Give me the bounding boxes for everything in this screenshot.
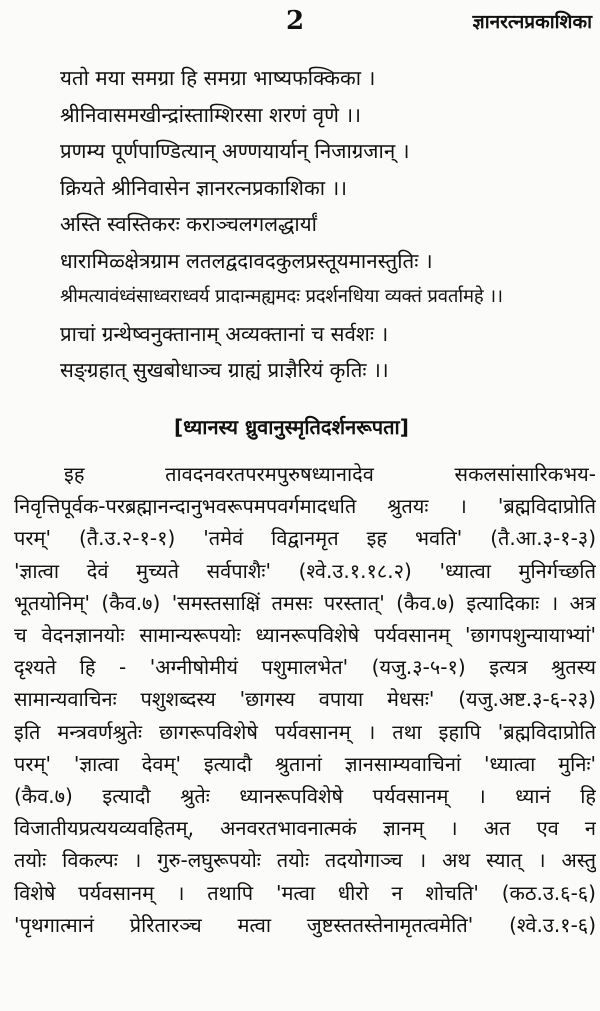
prose-line: सामान्यवाचिनः पशुशब्दस्य 'छागस्य वपाया मेधसः' (यजु.अष्ट.३-६-२३) — [14, 687, 596, 712]
verse-line: क्रियते श्रीनिवासेन ज्ञानरत्नप्रकाशिका ।। — [60, 175, 348, 200]
verse-line: श्रीनिवासमखीन्द्रांस्ताम्शिरसा शरणं वृणे ।। — [60, 102, 361, 127]
verse-line: यतो मया समग्रा हि समग्रा भाष्यफक्किका । — [60, 66, 376, 90]
verse-line: अस्ति स्वस्तिकरः कराञ्चलगलद्धार्यां — [60, 212, 317, 236]
page-header — [0, 2, 600, 42]
verse-line: प्रणम्य पूर्णपाण्डित्यान् अण्णयार्यान् निजाग्रजान् । — [60, 139, 410, 163]
prose-line: परम्' (तै.उ.२-१-१) 'तमेवं विद्वानमृत इह भवति' (तै.आ.३-१-३) — [14, 526, 596, 551]
opening-verses — [60, 60, 592, 389]
prose-line: 'ज्ञात्वा देवं मुच्यते सर्वपाशैः' (श्वे.उ.१.१८.२) 'ध्यात्वा मुनिर्गच्छति — [14, 558, 596, 583]
prose-line: (कैव.७) इत्यादौ श्रुतेः ध्यानरूपविशेषे पर्यवसानम् । ध्यानं हि — [14, 784, 596, 809]
prose-body — [14, 458, 596, 941]
prose-line: निवृत्तिपूर्वक-परब्रह्मानन्दानुभवरूपमपवर्गमादधति श्रुतयः । 'ब्रह्मविदाप्रोति — [14, 494, 596, 519]
page-number: 2 — [286, 6, 305, 36]
verse-line: सङ्ग्रहात् सुखबोधाञ्च ग्राह्यं प्राज्ञैरियं कृतिः ।। — [60, 358, 389, 382]
prose-line: च वेदनज्ञानयोः सामान्यरूपयोः ध्यानरूपविशेषे पर्यवसानम् 'छागपशुन्यायाभ्यां' — [14, 623, 596, 648]
verse-line: प्राचां ग्रन्थेष्वनुक्तानाम् अव्यक्तानां च सर्वशः । — [60, 321, 389, 346]
prose-line: तयोः विकल्पः । गुरु-लघुरूपयोः तयोः तदयोगाञ्च । अथ स्यात् । अस्तु — [14, 848, 596, 873]
prose-line: इह तावदनवरतपरमपुरुषध्यानादेव सकलसांसारिकभय- — [64, 462, 596, 486]
prose-line: विशेषे पर्यवसानम् । तथापि 'मत्वा धीरो न शोचति' (कठ.उ.६-६) — [14, 880, 596, 905]
prose-line: भूतयोनिम्' (कैव.७) 'समस्तसाक्षिं तमसः परस्तात्' (कैव.७) इत्यादिकाः । अत्र — [14, 590, 596, 615]
verse-line: धारामिळ्क्षेत्रग्राम लतलद्वदावदकुलप्रस्तूयमानस्तुतिः । — [60, 248, 433, 273]
prose-line: परम्' 'ज्ञात्वा देवम्' इत्यादौ श्रुतानां ज्ञानसाम्यवाचिनां 'ध्यात्वा मुनिः' — [14, 751, 596, 776]
prose-line: दृश्यते हि - 'अग्नीषोमीयं पशुमालभेत' (यजु.३-५-१) इत्यत्र श्रुतस्य — [14, 655, 596, 680]
prose-line: इति मन्त्रवर्णश्रुतेः छागरूपविशेषे पर्यवसानम् । तथा इहापि 'ब्रह्मविदाप्रोति — [14, 719, 596, 744]
section-heading: [ध्यानस्य ध्रुवानुस्मृतिदर्शनरूपता] — [174, 415, 409, 439]
running-title: ज्ञानरत्नप्रकाशिका — [472, 11, 592, 33]
verse-line: श्रीमत्यावंध्वंसाध्वराध्वर्य प्रादान्मह्यमदः प्रदर्शनधिया व्यक्तं प्रवर्तामहे ।। — [60, 286, 503, 307]
prose-line: विजातीयप्रत्ययव्यवहितम्, अनवरतभावनात्मकं ज्ञानम् । अत एव न — [14, 816, 596, 841]
prose-line: 'पृथगात्मानं प्रेरितारञ्च मत्वा जुष्टस्ततस्तेनामृतत्वमेति' (श्वे.उ.१-६) — [14, 912, 596, 937]
